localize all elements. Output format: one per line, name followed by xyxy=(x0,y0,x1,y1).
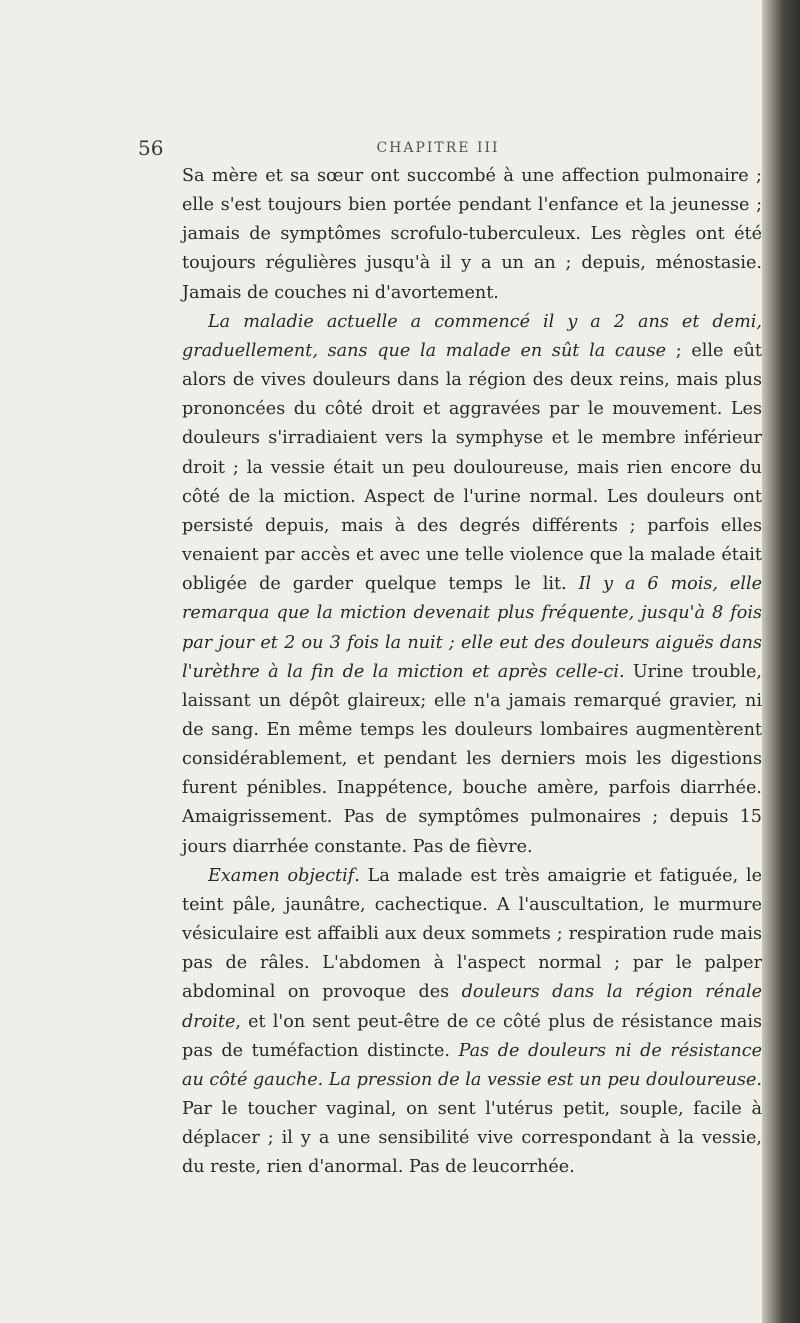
paragraph-family-history xyxy=(182,162,762,308)
text-segment: . La malade est très amaigrie et fatiguée, le teint pâle, jaunâtre, cachectique. A l'auscultation, le murmure vésiculaire est affaibli aux deux sommets ; respiration rude mais pas de râles. L'abdomen à l'aspect normal ; par le palper abdominal on provoque des xyxy=(182,865,762,1003)
text-segment: Par le toucher vaginal, on sent l'utérus petit, souple, facile à déplacer ; il y a une sensibilité vive correspondant à la vessie, du reste, rien d'anormal. Pas de leucorrhée. xyxy=(182,1099,762,1178)
text-segment: Urine trouble, laissant un dépôt glaireux; elle n'a jamais remarqué gravier, ni de sang. En même temps les douleurs lombaires augmentèrent considérablement, et pendant les derniers mois les digestions furent pénibles. Inappétence, bouche amère, parfois diarrhée. Amaigrissement. Pas de symptômes pulmonaires ; depuis 15 jours diarrhée constante. Pas de fièvre. xyxy=(182,661,763,857)
page-edge-shadow xyxy=(762,0,800,1323)
paragraph-examination xyxy=(182,862,762,1183)
text-segment: , et l'on sent peut-être de ce côté plus de résistance mais pas de tuméfaction distincte. xyxy=(182,1011,762,1061)
italic-segment: douleurs dans la région rénale droite xyxy=(182,982,762,1032)
text-segment: Sa mère et sa sœur ont succombé à une affection pulmonaire ; elle s'est toujours bien portée pendant l'enfance et la jeunesse ; jamais de symptômes scrofulo-tuberculeux. Les règles ont été toujours régulières jusqu'à il y a un an ; depuis, ménostasie. Jamais de couches ni d'avortement. xyxy=(182,166,762,303)
chapter-title: CHAPITRE III xyxy=(376,140,500,156)
paragraph-current-illness xyxy=(182,308,762,862)
italic-segment: Pas de douleurs ni de résistance au côté gauche. La pression de la vessie est un peu douloureuse. xyxy=(182,1040,763,1090)
running-head xyxy=(138,136,778,164)
italic-segment: Il y a 6 mois, elle remarqua que la miction devenait plus fréquente, jusqu'à 8 fois par jour et 2 ou 3 fois la nuit ; elle eut des douleurs aiguës dans l'urèthre à la fin de la miction et après celle-ci. xyxy=(182,574,762,682)
text-segment: ; elle eût alors de vives douleurs dans la région des deux reins, mais plus prononcées du côté droit et aggravées par le mouvement. Les douleurs s'irradiaient vers la symphyse et le membre inférieur droit ; la vessie était un peu douloureuse, mais rien encore du côté de la miction. Aspect de l'urine normal. Les douleurs ont persisté depuis, mais à des degrés différents ; parfois elles venaient par accès et avec une telle violence que la malade était obligée de garder quelque temps le lit. xyxy=(182,340,762,595)
italic-segment: La maladie actuelle a commencé il y a 2 ans et demi, graduellement, sans que la malade en sût la cause xyxy=(182,311,762,361)
body-text xyxy=(182,162,762,1182)
italic-segment: Examen objectif xyxy=(208,865,355,886)
page-number: 56 xyxy=(138,136,164,160)
